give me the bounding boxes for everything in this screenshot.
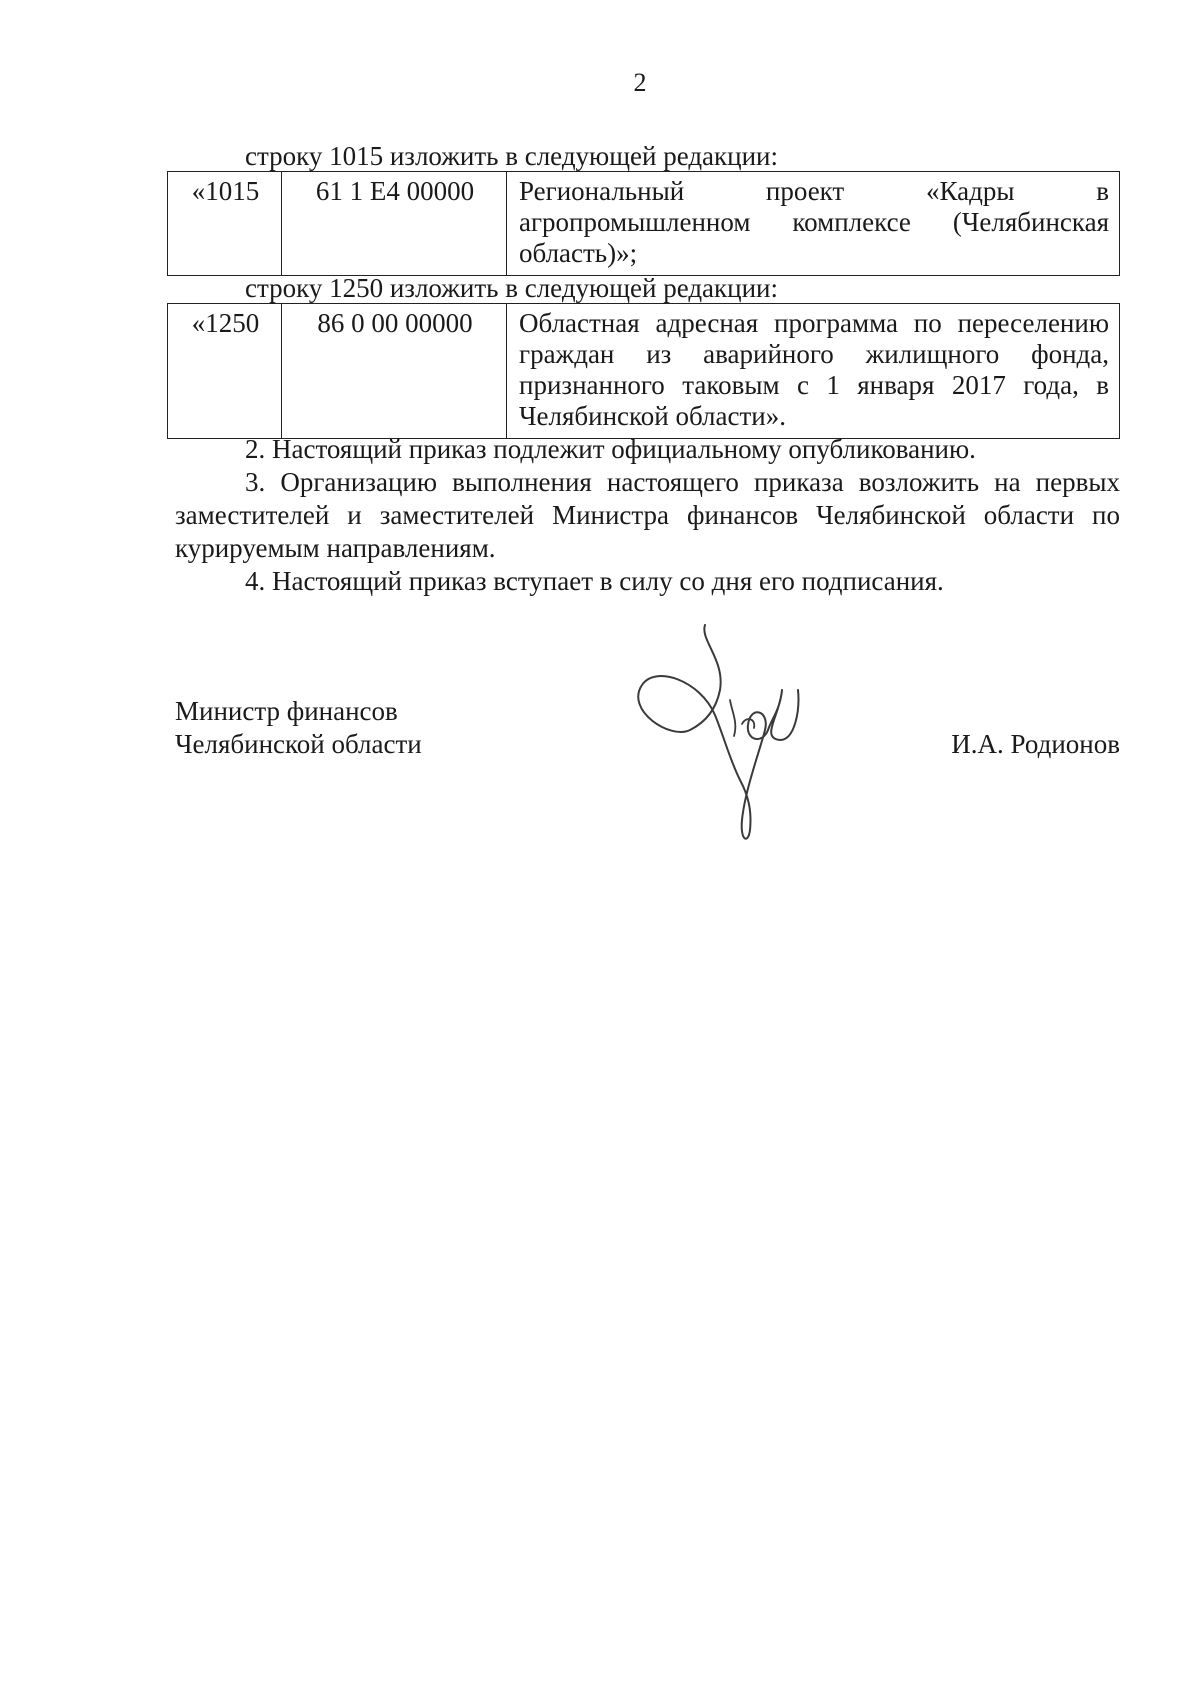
paragraph-2-text: 2. Настоящий приказ подлежит официальному опубликованию.	[245, 434, 976, 464]
amendment-1-table	[167, 171, 1120, 276]
amendment-1-intro: строку 1015 изложить в следующей редакции:	[245, 141, 779, 171]
row-code-cell: 86 0 00 00000	[282, 304, 507, 439]
amendment-2-intro: строку 1250 изложить в следующей редакции:	[245, 273, 779, 303]
paragraph-4	[175, 565, 1120, 598]
paragraph-3	[175, 466, 1120, 565]
handwritten-signature	[630, 620, 840, 850]
paragraph-4-text: 4. Настоящий приказ вступает в силу со дня его подписания.	[245, 566, 944, 596]
position-line-1: Министр финансов	[175, 696, 398, 726]
table-row	[168, 304, 1120, 439]
row-number-cell: «1250	[168, 304, 282, 439]
signatory-name: И.А. Родионов	[951, 729, 1120, 759]
paragraph-2	[175, 433, 1120, 466]
position-line-2: Челябинской области	[175, 729, 422, 759]
signatory-position	[175, 695, 422, 761]
row-description-cell: Региональный проект «Кадры в агропромышленном комплексе (Челябинская область)»;	[507, 172, 1120, 276]
page-number: 2	[633, 68, 647, 97]
table-row	[168, 172, 1120, 276]
row-number-cell: «1015	[168, 172, 282, 276]
row-code-cell: 61 1 E4 00000	[282, 172, 507, 276]
amendment-2-table	[167, 303, 1120, 439]
row-description-cell: Областная адресная программа по переселению граждан из аварийного жилищного фонда, признанного таковым с 1 января 2017 года, в Челябинской области».	[507, 304, 1120, 439]
paragraph-3-text: 3. Организацию выполнения настоящего приказа возложить на первых заместителей и заместителей Министра финансов Челябинской области по курируемым направлениям.	[175, 467, 1120, 563]
